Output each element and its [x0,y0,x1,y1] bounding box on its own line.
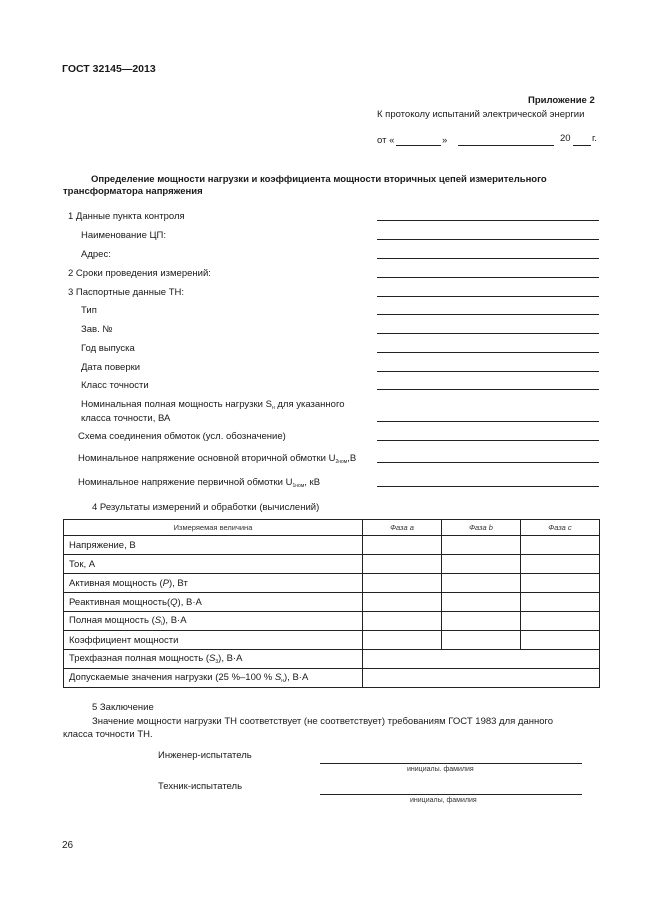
field-nominal-power-line2: класса точности, ВА [81,413,171,424]
three-phase-text: Трехфазная полная мощность ( [69,653,210,664]
table-row [64,536,600,555]
date-day-line [396,145,441,146]
cell-input[interactable] [363,555,442,574]
row-label-three-phase [64,650,363,669]
apparent-unit: ), В·А [162,615,187,626]
apparent-text: Полная мощность ( [69,615,155,626]
field-year: Год выпуска [81,343,135,354]
table-row [64,574,600,593]
cell-input[interactable] [363,574,442,593]
row-label-allowed [64,669,363,688]
cell-input[interactable] [521,536,600,555]
results-table [63,519,600,688]
cell-input[interactable] [521,593,600,612]
nominal-power-text: Номинальная полная мощность нагрузки S [81,399,272,410]
sec-voltage-unit: ,В [347,453,357,464]
signature-engineer-label: Инженер-испытатель [158,750,252,761]
date-prefix: от « [377,135,395,146]
reactive-symbol: Q [170,596,178,608]
results-title: 4 Результаты измерений и обработки (вычислений) [92,502,320,513]
field-type: Тип [81,305,97,316]
row-label-reactive [64,593,363,612]
field-year-line[interactable] [377,352,599,353]
table-header-row [64,520,600,536]
three-phase-symbol: S [209,653,216,664]
reactive-unit: ), В·А [177,596,202,608]
sec-voltage-text: Номинальное напряжение основной вторичной обмотки U [78,453,336,464]
cell-input[interactable] [363,593,442,612]
cell-input[interactable] [363,631,442,650]
field-serial-line[interactable] [377,333,599,334]
cell-input[interactable] [442,631,521,650]
field-passport: 3 Паспортные данные ТН: [68,287,185,298]
field-scheme-line[interactable] [377,440,599,441]
table-row [64,593,600,612]
signature-engineer-caption: инициалы. фамилия [407,766,474,773]
allowed-symbol: S [274,672,282,683]
date-month-line [458,145,554,146]
table-row [64,631,600,650]
cell-input[interactable] [521,612,600,631]
prim-voltage-unit: , кВ [304,477,321,488]
row-label-voltage: Напряжение, В [64,536,363,555]
field-sec-voltage-line[interactable] [377,462,599,463]
active-unit: ), Вт [168,577,188,589]
apparent-sub: i [161,621,163,627]
field-dates: 2 Сроки проведения измерений: [68,268,211,279]
field-accuracy: Класс точности [81,380,149,391]
standard-number: ГОСТ 32145—2013 [62,63,156,75]
year-prefix: 20 [560,133,571,144]
field-control-point: 1 Данные пункта контроля [68,211,185,222]
table-row [64,650,600,669]
table-row [64,612,600,631]
field-nominal-power-line[interactable] [377,421,599,422]
active-text: Активная мощность ( [69,577,163,589]
page-number: 26 [62,840,74,851]
row-label-apparent [64,612,363,631]
field-accuracy-line[interactable] [377,389,599,390]
section-heading-line2: трансформатора напряжения [63,186,203,197]
field-type-line[interactable] [377,314,599,315]
date-year-line [573,145,591,146]
cell-input[interactable] [363,536,442,555]
prim-voltage-sub: 1ном [292,483,305,489]
field-cp-name-line[interactable] [377,239,599,240]
cell-input[interactable] [442,555,521,574]
field-verification-line[interactable] [377,371,599,372]
year-suffix: г. [592,133,597,144]
cell-input[interactable] [442,536,521,555]
cell-input[interactable] [521,631,600,650]
field-dates-line[interactable] [377,277,599,278]
field-control-point-line[interactable] [377,220,599,221]
field-sec-voltage [78,453,356,465]
apparent-symbol: S [154,615,162,626]
signature-technician-caption: инициалы, фамилия [410,797,477,804]
field-serial: Зав. № [81,324,113,335]
allowed-unit: ), В·А [284,672,309,683]
cell-input-merged[interactable] [363,650,600,669]
conclusion-line2: класса точности ТН. [63,729,153,740]
row-label-active [64,574,363,593]
field-scheme: Схема соединения обмоток (усл. обозначение) [78,431,286,442]
signature-technician-label: Техник-испытатель [158,781,243,792]
field-prim-voltage-line[interactable] [377,486,599,487]
row-label-current: Ток, А [64,555,363,574]
appendix-subtitle: К протоколу испытаний электрической энергии [377,109,585,120]
header-phase-b: Фаза b [442,520,521,536]
section-heading-line1: Определение мощности нагрузки и коэффициента мощности вторичных цепей измерительного [91,174,547,185]
appendix-title: Приложение 2 [528,95,595,106]
header-quantity: Измеряемая величина [64,520,363,536]
field-verification: Дата поверки [81,362,141,373]
reactive-text: Реактивная мощность( [69,596,171,608]
field-cp-name: Наименование ЦП: [81,230,166,241]
cell-input[interactable] [442,593,521,612]
cell-input[interactable] [363,612,442,631]
field-address-line[interactable] [377,258,599,259]
signature-technician-line[interactable] [320,794,582,795]
nominal-power-sub: н [271,405,275,411]
row-label-power-factor: Коэффициент мощности [64,631,363,650]
conclusion-line1: Значение мощности нагрузки ТН соответствует (не соответствует) требованиям ГОСТ 1983 для данного [92,716,554,727]
field-nominal-power [81,399,345,411]
header-phase-c: Фаза c [521,520,600,536]
three-phase-unit: ), В·А [218,653,243,664]
sec-voltage-sub: 2ном [335,459,348,465]
three-phase-sub: 3 [215,659,219,665]
signature-engineer-line[interactable] [320,763,582,764]
prim-voltage-text: Номинальное напряжение первичной обмотки U [78,477,293,488]
date-quote: » [442,135,448,146]
table-row [64,555,600,574]
field-prim-voltage [78,477,320,489]
cell-input[interactable] [442,612,521,631]
field-passport-line[interactable] [377,296,599,297]
cell-input[interactable] [521,555,600,574]
table-row [64,669,600,688]
cell-input[interactable] [442,574,521,593]
conclusion-title: 5 Заключение [92,702,154,713]
allowed-sub: н [281,678,284,684]
header-phase-a: Фаза a [363,520,442,536]
cell-input[interactable] [521,574,600,593]
nominal-power-text-b: для указанного [274,399,345,410]
field-address: Адрес: [81,249,111,260]
allowed-text: Допускаемые значения нагрузки (25 %–100 % [69,672,275,683]
cell-input-merged[interactable] [363,669,600,688]
active-symbol: P [162,577,169,589]
